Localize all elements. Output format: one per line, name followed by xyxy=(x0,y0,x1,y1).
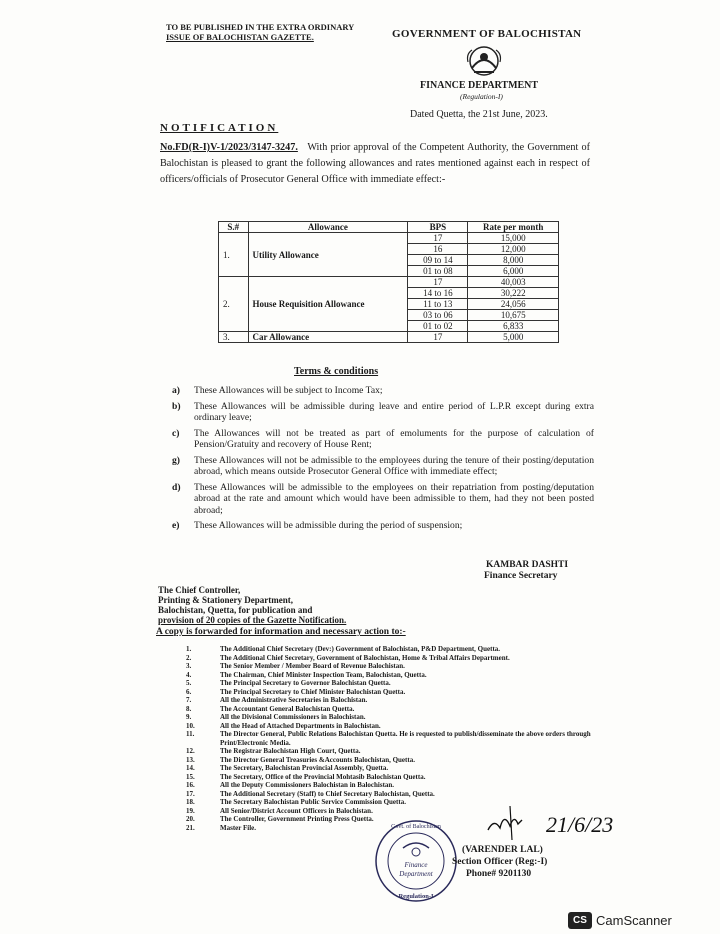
list-item xyxy=(186,645,596,654)
cell-bps: 17 xyxy=(408,332,468,343)
list-item-number: 18. xyxy=(186,798,195,806)
list-item-number: 19. xyxy=(186,806,195,815)
chief-line2: Printing & Stationery Department, xyxy=(158,595,293,605)
list-item-text: The Chairman, Chief Minister Inspection Team, Balochistan, Quetta. xyxy=(220,670,427,679)
list-item-text: Master File. xyxy=(220,823,257,832)
cell-bps: 17 xyxy=(408,277,468,288)
list-item-number: 8. xyxy=(186,704,192,713)
publication-note xyxy=(166,22,354,42)
balochistan-emblem-icon xyxy=(464,44,504,78)
cell-bps: 14 to 16 xyxy=(408,288,468,299)
list-item-number: 15. xyxy=(186,772,195,781)
term-letter: g) xyxy=(172,454,180,466)
list-item-text: The Accountant General Balochistan Quetta. xyxy=(220,704,355,713)
term-letter: c) xyxy=(172,427,180,439)
section-officer-phone: Phone# 9201130 xyxy=(466,869,532,879)
list-item-number: 6. xyxy=(186,687,192,696)
camscanner-brand: CamScanner xyxy=(596,913,672,928)
publication-note-line1: TO BE PUBLISHED IN THE EXTRA ORDINARY xyxy=(166,22,355,32)
list-item-number: 17. xyxy=(186,789,195,798)
term-text: These Allowances will be admissible during the period of suspension; xyxy=(194,520,463,531)
list-item-text: The Director General, Public Relations Balochistan Quetta. He is requested to publish/disseminate the above orders through Print/Electronic Media. xyxy=(220,730,591,747)
term-text: These Allowances will be subject to Income Tax; xyxy=(194,385,383,396)
notification-body xyxy=(160,140,590,188)
cell-sno: 1. xyxy=(219,233,249,277)
section-officer-name: (VARENDER LAL) xyxy=(462,845,543,855)
term-text: These Allowances will not be admissible to the employees during the tenure of their posting/deputation abroad, which means outside Prosecutor General Office with immediate effect; xyxy=(194,454,594,477)
list-item-number: 4. xyxy=(186,670,192,679)
cell-bps: 16 xyxy=(408,244,468,255)
list-item xyxy=(186,688,596,697)
list-item-text: All the Deputy Commissioners Balochistan in Balochistan. xyxy=(220,781,395,789)
table-row xyxy=(219,332,559,343)
issue-date: Dated Quetta, the 21st June, 2023. xyxy=(410,109,548,120)
list-item-text: All the Head of Attached Departments in Balochistan. xyxy=(220,721,381,730)
list-item xyxy=(186,790,596,799)
list-item-text: The Secretary, Office of the Provincial Mohtasib Balochistan Quetta. xyxy=(220,772,426,781)
table-header-row xyxy=(219,222,559,233)
cell-bps: 03 to 06 xyxy=(408,310,468,321)
list-item-number: 16. xyxy=(186,781,195,789)
cell-rate: 40,003 xyxy=(468,277,559,288)
cell-allowance: Car Allowance xyxy=(248,332,408,343)
chief-line4: provision of 20 copies of the Gazette Notification. xyxy=(158,615,347,625)
terms-heading: Terms & conditions xyxy=(294,366,379,377)
list-item-number: 7. xyxy=(186,696,192,704)
term-letter: b) xyxy=(172,400,181,412)
list-item-text: The Additional Chief Secretary, Government of Balochistan, Home & Tribal Affairs Department. xyxy=(220,653,510,662)
list-item-number: 9. xyxy=(186,713,192,721)
list-item-text: The Principal Secretary to Governor Balochistan Quetta. xyxy=(220,679,391,687)
allowance-table-body xyxy=(219,233,559,343)
stamp-top: Govt. of Balochistan xyxy=(391,824,441,830)
list-item xyxy=(186,764,596,773)
chief-controller-address xyxy=(158,585,346,625)
list-item xyxy=(186,679,596,688)
notification-text: With prior approval of the Competent Authority, the Government of Balochistan is pleased to grant the following allowances and rates mentioned against each in respect of officers/officials of Prosecutor General Office with immediate effect:- xyxy=(160,142,590,185)
list-item-text: The Additional Chief Secretary (Dev:) Government of Balochistan, P&D Department, Quetta. xyxy=(220,645,501,653)
list-item-text: The Senior Member / Member Board of Revenue Balochistan. xyxy=(220,662,405,670)
list-item-number: 2. xyxy=(186,653,192,662)
list-item-text: The Secretary Balochistan Public Service Commission Quetta. xyxy=(220,798,406,806)
list-item xyxy=(186,722,596,731)
cell-rate: 8,000 xyxy=(468,255,559,266)
terms-list xyxy=(172,385,594,536)
term-text: These Allowances will be admissible to the employees on their repatriation from posting/deputation abroad at the rate and amount which would have been admissible to them, had they not been posted abroad; xyxy=(194,481,594,516)
list-item-number: 10. xyxy=(186,721,195,730)
list-item xyxy=(186,671,596,680)
cell-rate: 5,000 xyxy=(468,332,559,343)
department-heading: FINANCE DEPARTMENT xyxy=(420,80,539,91)
reference-number: No.FD(R-I)V-1/2023/3147-3247. xyxy=(160,142,298,153)
list-item-number: 3. xyxy=(186,662,192,670)
list-item-text: The Principal Secretary to Chief Minister Balochistan Quetta. xyxy=(220,687,406,696)
cell-rate: 24,056 xyxy=(468,299,559,310)
cell-rate: 15,000 xyxy=(468,233,559,244)
section-officer-designation: Section Officer (Reg:-I) xyxy=(452,857,548,867)
header-rate: Rate per month xyxy=(468,222,559,233)
chief-line3: Balochistan, Quetta, for publication and xyxy=(158,605,313,615)
cell-allowance: Utility Allowance xyxy=(248,233,408,277)
cell-sno: 2. xyxy=(219,277,249,332)
signatory-designation: Finance Secretary xyxy=(484,571,558,581)
chief-line1: The Chief Controller, xyxy=(158,585,241,595)
cell-bps: 01 to 02 xyxy=(408,321,468,332)
signatory-name: KAMBAR DASHTI xyxy=(486,560,569,570)
list-item-text: All the Divisional Commissioners in Balochistan. xyxy=(220,713,366,721)
list-item-number: 21. xyxy=(186,823,195,832)
cell-sno: 3. xyxy=(219,332,249,343)
government-heading: GOVERNMENT OF BALOCHISTAN xyxy=(392,28,582,40)
list-item-text: The Controller, Government Printing Press Quetta. xyxy=(220,815,374,823)
header-allowance: Allowance xyxy=(248,222,408,233)
term-item xyxy=(172,428,594,451)
cell-bps: 01 to 08 xyxy=(408,266,468,277)
list-item xyxy=(186,662,596,671)
list-item-number: 20. xyxy=(186,815,195,823)
list-item-text: The Secretary, Balochistan Provincial Assembly, Quetta. xyxy=(220,764,389,772)
list-item-text: The Director General Treasuries &Accounts Balochistan, Quetta. xyxy=(220,755,415,764)
term-text: These Allowances will be admissible during leave and entire period of L.P.R except during extra ordinary leave; xyxy=(194,400,594,423)
stamp-mid2: Department xyxy=(399,870,433,878)
list-item xyxy=(186,713,596,722)
allowance-table xyxy=(218,221,559,343)
term-letter: e) xyxy=(172,520,180,531)
wing-label: (Regulation-I) xyxy=(460,92,503,101)
camscanner-watermark xyxy=(568,912,672,929)
stamp-mid1: Finance xyxy=(404,861,428,869)
handwritten-signature-icon xyxy=(486,800,626,844)
stamp-bottom: Regulation-I xyxy=(398,893,434,900)
list-item xyxy=(186,654,596,663)
cell-allowance: House Requisition Allowance xyxy=(248,277,408,332)
camscanner-logo-icon: CS xyxy=(568,912,592,929)
copy-forward-heading: A copy is forwarded for information and necessary action to:- xyxy=(156,627,406,637)
term-text: The Allowances will not be treated as part of emoluments for the purpose of calculation of Pension/Gratuity and recovery of House Rent; xyxy=(194,427,594,450)
list-item xyxy=(186,730,596,747)
table-row xyxy=(219,233,559,244)
official-stamp-icon xyxy=(373,818,459,904)
header-sno: S.# xyxy=(219,222,249,233)
cell-rate: 10,675 xyxy=(468,310,559,321)
publication-note-line2: ISSUE OF BALOCHISTAN GAZETTE. xyxy=(166,32,314,42)
header-bps: BPS xyxy=(408,222,468,233)
term-item xyxy=(172,401,594,424)
cell-bps: 11 to 13 xyxy=(408,299,468,310)
term-item xyxy=(172,385,594,397)
table-row xyxy=(219,277,559,288)
list-item xyxy=(186,756,596,765)
list-item-text: The Registrar Balochistan High Court, Quetta. xyxy=(220,747,361,755)
list-item xyxy=(186,747,596,756)
cell-bps: 17 xyxy=(408,233,468,244)
list-item xyxy=(186,781,596,790)
notification-title: NOTIFICATION xyxy=(160,122,279,134)
cell-rate: 6,833 xyxy=(468,321,559,332)
cell-rate: 6,000 xyxy=(468,266,559,277)
handwritten-date: 21/6/23 xyxy=(546,812,614,837)
list-item xyxy=(186,773,596,782)
term-item xyxy=(172,520,594,532)
list-item-number: 12. xyxy=(186,747,195,755)
list-item-text: All Senior/District Account Officers in Balochistan. xyxy=(220,806,373,815)
list-item-number: 11. xyxy=(186,730,195,738)
term-item xyxy=(172,455,594,478)
term-item xyxy=(172,482,594,517)
list-item-text: All the Administrative Secretaries in Balochistan. xyxy=(220,696,368,704)
list-item-number: 1. xyxy=(186,645,192,653)
list-item-number: 5. xyxy=(186,679,192,687)
term-letter: d) xyxy=(172,481,181,493)
cell-bps: 09 to 14 xyxy=(408,255,468,266)
list-item-text: The Additional Secretary (Staff) to Chief Secretary Balochistan, Quetta. xyxy=(220,789,435,798)
cell-rate: 30,222 xyxy=(468,288,559,299)
list-item xyxy=(186,705,596,714)
list-item-number: 13. xyxy=(186,755,195,764)
cell-rate: 12,000 xyxy=(468,244,559,255)
list-item-number: 14. xyxy=(186,764,195,772)
list-item xyxy=(186,696,596,705)
term-letter: a) xyxy=(172,385,180,396)
